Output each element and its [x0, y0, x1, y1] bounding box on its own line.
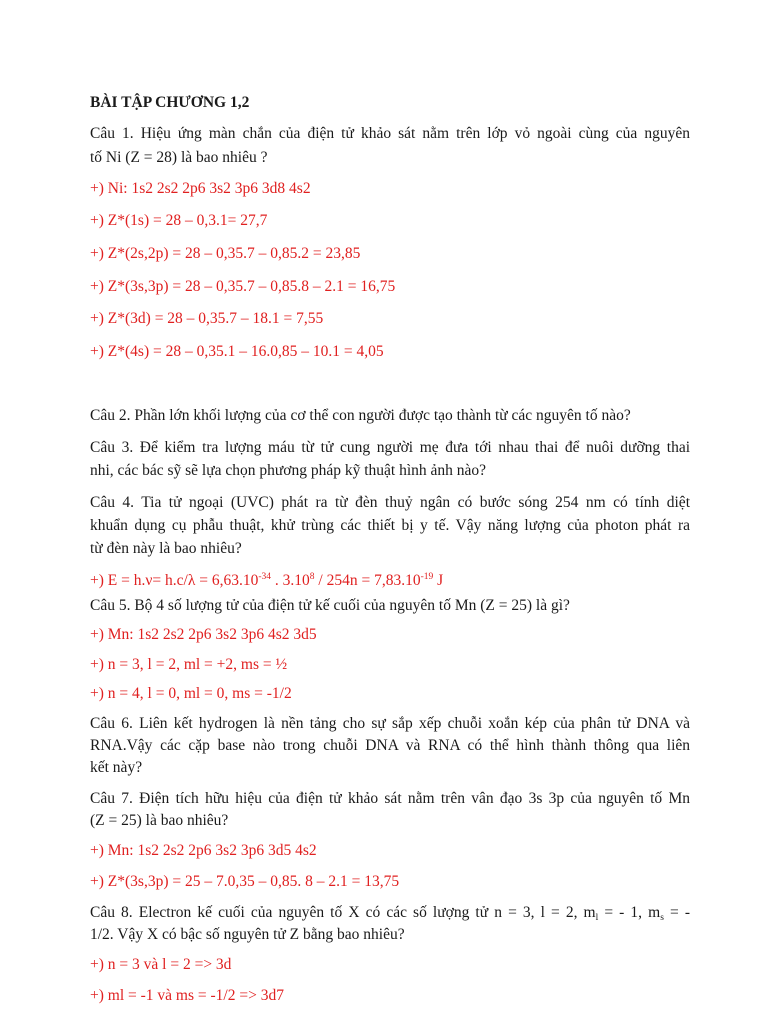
answer-1-line: +) Z*(3s,3p) = 28 – 0,35.7 – 0,85.8 – 2.1 = 16,75 — [90, 278, 396, 295]
document-title: BÀI TẬP CHƯƠNG 1,2 — [90, 94, 250, 111]
question-6-line-3: kết này? — [90, 759, 143, 776]
question-6-line-2: RNA.Vậy các cặp base nào trong chuỗi DNA và RNA có thể hình thành thông qua liên — [90, 737, 690, 754]
question-1-line-1: Câu 1. Hiệu ứng màn chắn của điện tử khảo sát nằm trên lớp vỏ ngoài cùng của nguyên — [90, 125, 690, 142]
answer-5-line: +) Mn: 1s2 2s2 2p6 3s2 3p6 4s2 3d5 — [90, 626, 317, 643]
question-3-line-1: Câu 3. Để kiểm tra lượng máu từ tử cung người mẹ đưa tới nhau thai để nuôi dưỡng thai — [90, 439, 690, 456]
question-1-line-2: tố Ni (Z = 28) là bao nhiêu ? — [90, 149, 268, 166]
answer-4-line: +) $E = h.\nu= h.c/\lambda = 6,63.10^{-34}$ . $3.10^8 / 254n = 7,83.10^{-19}$ J — [90, 572, 444, 589]
answer-5-line: +) n = 3, l = 2, ml = +2, ms = ½ — [90, 656, 288, 673]
answer-1-line: +) Z*(4s) = 28 – 0,35.1 – 16.0,85 – 10.1 = 4,05 — [90, 343, 384, 360]
question-8-line-1: Câu 8. Electron kế cuối của nguyên tố X có các số lượng tử n = 3, l = 2, $m_l$ = - 1, $m_s$ = - — [90, 904, 690, 923]
question-7-line-2: (Z = 25) là bao nhiêu? — [90, 812, 229, 829]
question-5-line-1: Câu 5. Bộ 4 số lượng tử của điện tử kế cuối của nguyên tố Mn (Z = 25) là gì? — [90, 597, 570, 614]
question-2-line-1: Câu 2. Phần lớn khối lượng của cơ thể con người được tạo thành từ các nguyên tố nào? — [90, 407, 631, 424]
question-4-line-1: Câu 4. Tia tử ngoại (UVC) phát ra từ đèn thuỷ ngân có bước sóng 254 nm có tính diệt — [90, 494, 690, 511]
answer-7-line: +) Mn: 1s2 2s2 2p6 3s2 3p6 3d5 4s2 — [90, 842, 317, 859]
answer-1-line: +) Z*(3d) = 28 – 0,35.7 – 18.1 = 7,55 — [90, 310, 324, 327]
answer-8-line: +) n = 3 và l = 2 => 3d — [90, 956, 232, 973]
question-6-line-1: Câu 6. Liên kết hydrogen là nền tảng cho sự sắp xếp chuỗi xoắn kép của phân tử DNA và — [90, 715, 690, 732]
question-8-line-2: 1/2. Vậy X có bậc số nguyên tử Z bằng bao nhiêu? — [90, 926, 405, 943]
answer-1-line: +) Z*(1s) = 28 – 0,3.1= 27,7 — [90, 212, 268, 229]
question-4-line-2: khuẩn dụng cụ phẫu thuật, khử trùng các thiết bị y tế. Vậy năng lượng của photon phát ra — [90, 517, 690, 534]
answer-8-line: +) ml = -1 và ms = -1/2 => 3d7 — [90, 987, 284, 1004]
answer-1-line: +) Ni: 1s2 2s2 2p6 3s2 3p6 3d8 4s2 — [90, 180, 311, 197]
answer-5-line: +) n = 4, l = 0, ml = 0, ms = -1/2 — [90, 685, 292, 702]
question-3-line-2: nhi, các bác sỹ sẽ lựa chọn phương pháp kỹ thuật hình ảnh nào? — [90, 462, 487, 479]
answer-1-line: +) Z*(2s,2p) = 28 – 0,35.7 – 0,85.2 = 23,85 — [90, 245, 361, 262]
question-4-line-3: từ đèn này là bao nhiêu? — [90, 540, 242, 557]
question-7-line-1: Câu 7. Điện tích hữu hiệu của điện tử khảo sát nằm trên vân đạo 3s 3p của nguyên tố Mn — [90, 790, 690, 807]
answer-7-line: +) Z*(3s,3p) = 25 – 7.0,35 – 0,85. 8 – 2.1 = 13,75 — [90, 873, 400, 890]
